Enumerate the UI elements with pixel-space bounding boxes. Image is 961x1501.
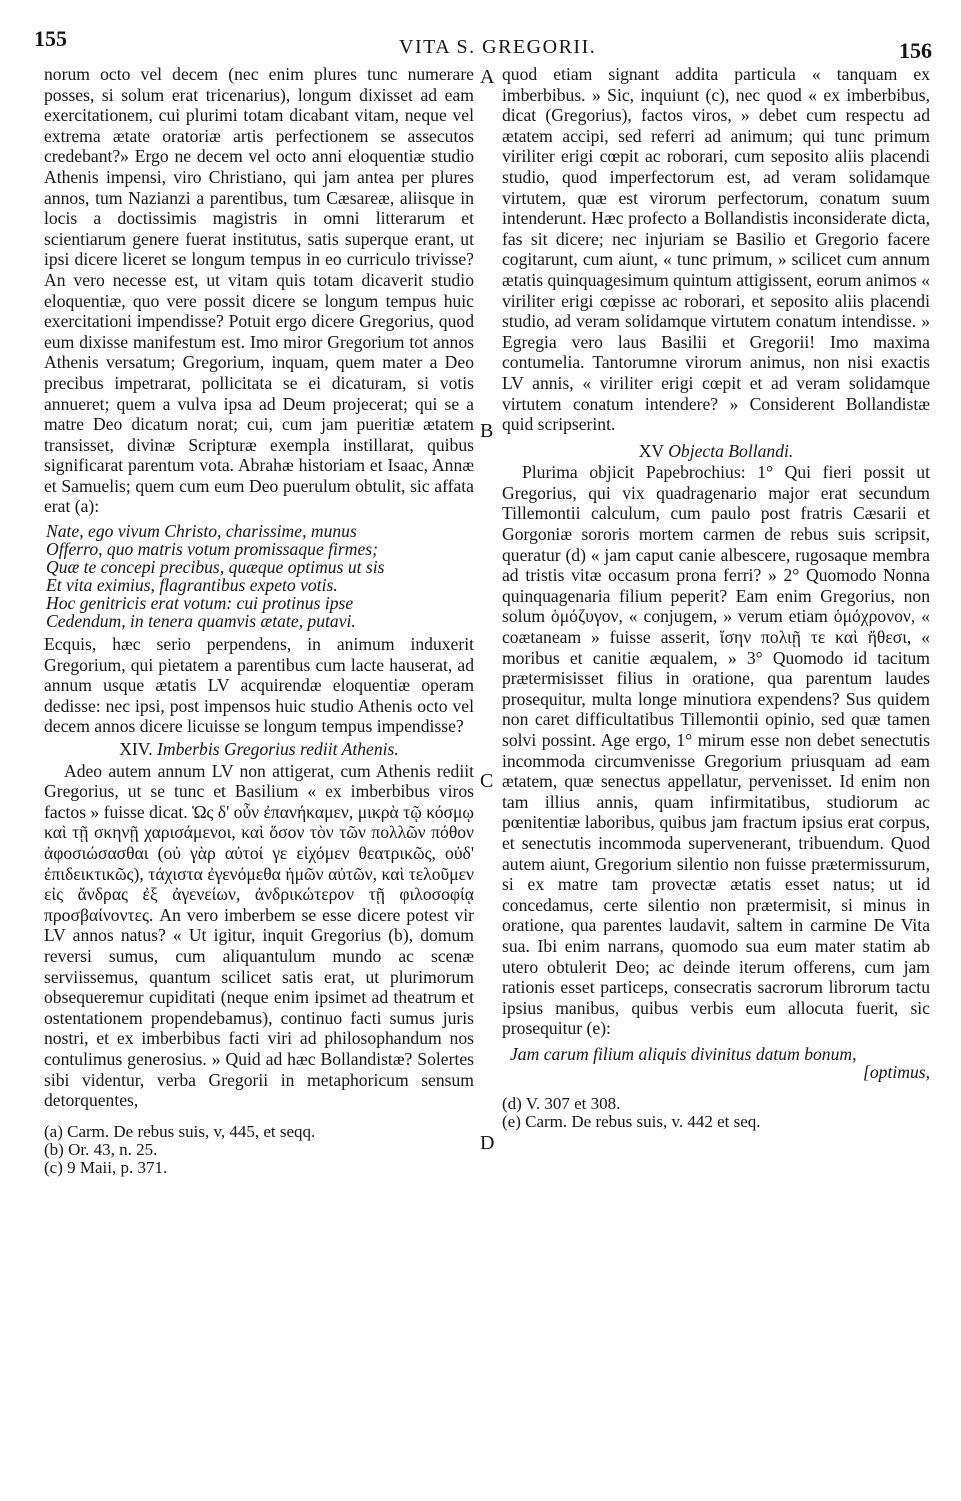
left-column: [44, 64, 474, 1177]
verse-line: Offerro, quo matris votum promissaque firmes;: [46, 539, 378, 560]
section-number: XIV.: [119, 739, 153, 760]
footnotes-right: [502, 1095, 930, 1131]
verse-line: Et vita eximius, flagrantibus expeto votis.: [46, 575, 338, 596]
footnotes-left: [44, 1123, 474, 1177]
verse-line: Cedendum, in tenera quamvis ætate, putavi.: [46, 611, 356, 632]
section-heading-xiv: [44, 739, 474, 760]
left-paragraph-2: Ecquis, hæc serio perpendens, in animum induxerit Gregorium, qui pietatem a parentibus cum lacte hauserat, ad annum usque ætatis LV acquirendæ eloquentiæ operam dedisse: nec ipsi, post impensos huic studio Athenis octo vel decem annos dicere licuisse se longum tempus impendisse?: [44, 634, 474, 737]
verse-line: Quæ te concepi precibus, quæque optimus ut sis: [46, 557, 385, 578]
verse-quotation-right: [504, 1045, 930, 1081]
running-title: VITA S. GREGORII.: [399, 36, 597, 58]
running-header: [34, 26, 932, 63]
footnote: (b) Or. 43, n. 25.: [44, 1139, 158, 1159]
margin-letter-c: C: [480, 770, 494, 792]
right-paragraph-1: quod etiam signant addita particula « tanquam ex imberbibus. » Sic, inquiunt (c), nec quod « ex imberbibus, dicat (Gregorius), factos viros, » debet cum respectu ad ætatem accipi, sed referri ad animum; qui tunc primum viriliter erigi cœpit ac roborari, cum seposito aliis placendi studio, quod imperfectorum est, ad veram solidamque virtutem, quæ est virorum perfectorum, conatum suum intenderunt. Hæc profecto a Bollandistis inconsiderate dicta, fas sit dicere; nec injuriam se Basilio et Gregorio facere cogitarunt, cum aiunt, « tunc primum, » scilicet cum annum ætatis quinquagesimum quintum attigissent, eorum animos « viriliter erigi cœpisse ac roborari, et seposito aliis placendi studio, ad veram solidamque virtutem conatum intendisse. » Egregia vero laus Basilii et Gregorii! Imo maxima contumelia. Tantorumne virorum animus, non nisi exactis LV annis, « viriliter erigi cœpit et ad veram solidamque virtutem conatum intendere? » Considerent Bollandistæ quid scripserint.: [502, 64, 930, 435]
right-paragraph-2: Plurima objicit Papebrochius: 1° Qui fieri possit ut Gregorius, qui vix quadragenario major erat secundum Tillemontii calculum, cum paulo post fratris Cæsarii et Gorgoniæ sororis mortem carmen de rebus suis scripsit, queratur (d) « jam caput canie albescere, rugosaque membra ad tristis vitæ occasum prona ferri? » 2° Quomodo Nonna quinquagenaria filium peperit? Eam enim Gregorius, non solum ὁμόζυγον, « conjugem, » verum etiam ὁμόχρονον, « coætaneam » fuisse asserit, ἴσην πολιῇ τε καὶ ἤθεσι, « moribus et canitie æqualem, » 3° Quomodo id tacitum prætermisisset filius in oratione, qua parentum laudes prosequitur, multa longe minutiora expendens? Sus quidem non caret difficultatibus Tillemontii opinio, sed quæ tamen solvi possint. Age ergo, 1° mirum esse non debet senectutis incommoda circumvenisse Gregorium priusquam ad eam ætatem, quæ senectus appellatur, pervenisset. Id enim non tam illius annis, quam infirmitatibus, studiorum ac pœnitentiæ laboribus, quibus jam fractum ipsius erat corpus, et senectutis incommoda supervenerant, tribuendum. Quod autem aiunt, Gregorium silentio non fuisse prætermissurum, si ex matre tam provectæ ætatis esset natus; ut id concedamus, certe silentio non prætermisit, si minus in oratione, qua parentes laudavit, saltem in carmine De Vita sua. Ibi enim narrans, quomodo sua eum mater statim ab utero obtulerit Deo; ac deinde iterum offerens, cum jam rationis esset particeps, consecratis sacrorum librorum tactu ipsius manibus, quibus verbis eum allocuta fuerit, sic prosequitur (e):: [502, 462, 930, 1039]
margin-letter-b: B: [480, 420, 494, 442]
footnote: (c) 9 Maii, p. 371.: [44, 1157, 168, 1177]
section-number: XV: [638, 440, 664, 461]
section-heading-xv: [502, 441, 930, 462]
footnote: (e) Carm. De rebus suis, v. 442 et seq.: [502, 1111, 761, 1131]
verse-line-continuation: [optimus,: [863, 1061, 930, 1082]
verse-line: Hoc genitricis erat votum: cui protinus ipse: [46, 593, 354, 614]
left-paragraph-1: norum octo vel decem (nec enim plures tunc numerare posses, si solum erat tricenarius), longum dixisset ad eam exercitationem, cui plurimi totam dicabant vitam, neque vel extrema ætate oratoriæ artis perfectionem se assecutos credebant?» Ergo ne decem vel octo anni eloquentiæ studio Athenis impensi, viro Christiano, qui jam antea per plures annos, tum Nazianzi a parentibus, tum Cæsareæ, aliisque in locis a doctissimis magistris in omni litterarum et scientiarum genere fuerat institutus, satis superque erant, ut ipsi dicere liceret se longum tempus in eo curriculo trivisse? An vero necesse est, ut vitam quis totam dicaverit studio eloquentiæ, quo vere possit dicere se longum tempus huic exercitationi impendisse? Potuit ergo dicere Gregorius, quod eum dixisse manifestum est. Imo miror Gregorium tot annos Athenis versatum; Gregorium, inquam, quem mater a Deo precibus impetrarat, pollicitata se ei dicaturam, si votis annueret; quem a vulva ipsa ad Deum projecerat; qui se a matre Deo dicatum norat; cui, cum jam pueritiæ ætatem transisset, divinæ Scripturæ exempla instillarat, quibus significarat parentum vota. Abrahæ historiam et Isaac, Annæ et Samuelis; quem cum eum Deo puerulum obtulit, sic affata erat (a):: [44, 64, 474, 517]
verse-line: Nate, ego vivum Christo, charissime, munus: [46, 521, 357, 542]
verse-line: Jam carum filium aliquis divinitus datum bonum,: [510, 1043, 857, 1064]
section-title: Objecta Bollandi.: [668, 440, 794, 461]
right-column: [502, 64, 930, 1131]
margin-letter-a: A: [480, 66, 495, 88]
footnote: (a) Carm. De rebus suis, v, 445, et seqq.: [44, 1121, 316, 1141]
page-number-right: 156: [899, 38, 932, 63]
section-title: Imberbis Gregorius rediit Athenis.: [157, 739, 399, 760]
left-paragraph-3: Adeo autem annum LV non attigerat, cum Athenis rediit Gregorius, ut se tunc et Basilium « ex imberbibus viros factos » fuisse dicat. Ὡς δ' οὖν ἐπανήκαμεν, μικρὰ τῷ κόσμῳ καὶ τῇ σκηνῇ χαρισάμενοι, καὶ ὅσον τὸν τῶν πολλῶν πόθον ἀφοσιώσασθαι (οὐ γὰρ αὐτοί γε εἰχόμεν θεατρικῶς, οὐδ' ἐπιδεικτικῶς), τάχιστα ἐγενόμεθα ἡμῶν αὐτῶν, καὶ τελοῦμεν εἰς ἄνδρας ἐξ ἀγενείων, ἀνδρικώτερον τῇ φιλοσοφίᾳ προσβαίνοντες. An vero imberbem se esse dicere potest vir LV annos natus? « Ut igitur, inquit Gregorius (b), domum reversi sumus, cum aliquantulum mundo ac scenæ serviissemus, quantum scilicet satis erat, ut plurimorum obsequeremur cupiditati (neque enim ipsimet ad theatrum et ostentationem propendebamus), continuo facti sumus juris nostri, et ex imberbibus facti viri ad philosophandum nos contulimus generosius. » Quid ad hæc Bollandistæ? Solertes sibi videntur, verba Gregorii in metaphoricum sensum detorquentes,: [44, 760, 474, 1111]
page-number-left: 155: [34, 26, 67, 51]
margin-letter-d: D: [480, 1132, 495, 1154]
verse-quotation: [46, 522, 474, 630]
footnote: (d) V. 307 et 308.: [502, 1093, 621, 1113]
